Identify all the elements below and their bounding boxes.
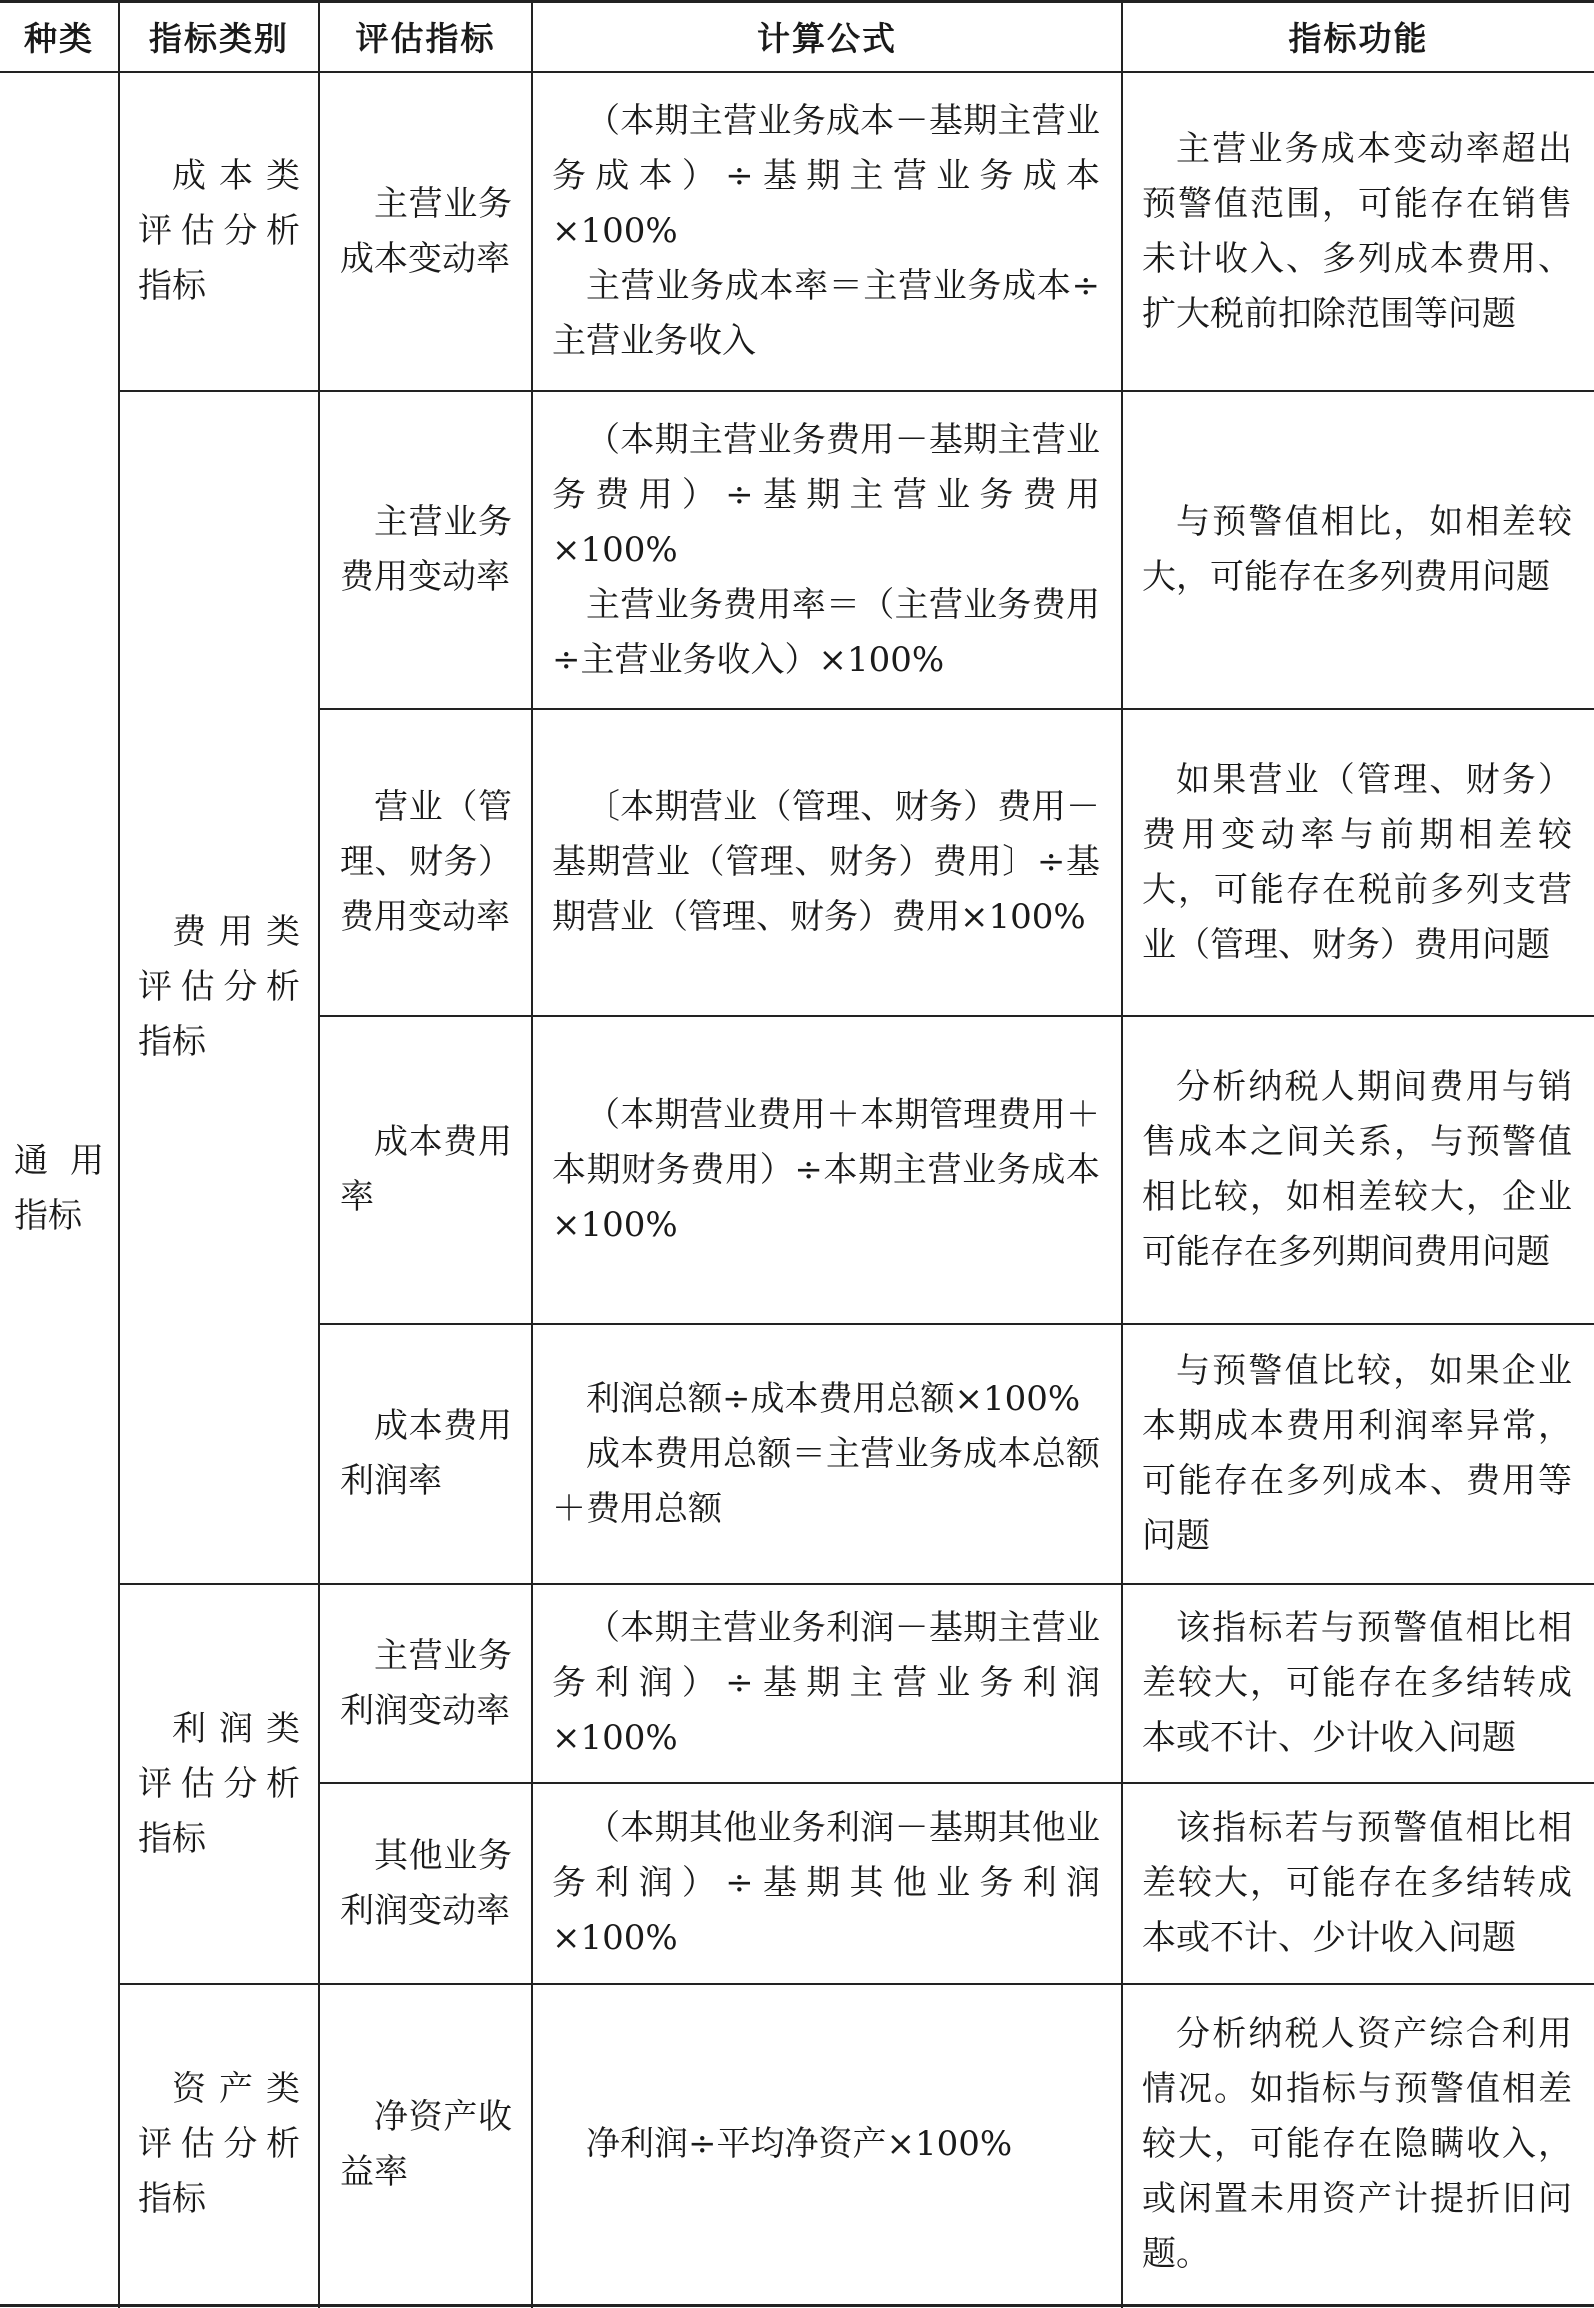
indicator-cell	[340, 710, 512, 1015]
formula-line: （本期主营业务费用－基期主营业务费用）÷基期主营业务费用×100%	[552, 419, 1100, 570]
function-text: 与预警值相比，如相差较大，可能存在多列费用问题	[1142, 502, 1572, 597]
category-cell	[138, 392, 300, 1583]
formula-cell	[552, 73, 1100, 390]
indicator-cell	[340, 1784, 512, 1983]
function-cell	[1142, 1784, 1572, 1983]
formula-cell	[552, 1585, 1100, 1782]
formula-line: （本期营业费用＋本期管理费用＋本期财务费用）÷本期主营业务成本×100%	[552, 1094, 1100, 1245]
category-label: 资产类评估分析指标	[138, 2069, 300, 2219]
formula-line: 主营业务成本率＝主营业务成本÷主营业务收入	[552, 266, 1100, 361]
category-cell	[138, 1985, 300, 2304]
formula-line: （本期其他业务利润－基期其他业务利润）÷基期其他业务利润×100%	[552, 1808, 1100, 1958]
function-cell	[1142, 710, 1572, 1015]
function-text: 与预警值比较，如果企业本期成本费用利润率异常，可能存在多列成本、费用等问题	[1142, 1351, 1572, 1556]
formula-cell	[552, 1017, 1100, 1323]
function-text: 该指标若与预警值相比相差较大，可能存在多结转成本或不计、少计收入问题	[1142, 1808, 1572, 1958]
header-kind: 种类	[24, 18, 94, 58]
indicator-cell	[340, 392, 512, 708]
indicator-cell	[340, 73, 512, 390]
indicator-label: 主营业务费用变动率	[340, 502, 512, 597]
formula-line: 净利润÷平均净资产×100%	[586, 2124, 1013, 2164]
table-rule	[118, 0, 120, 2308]
category-label: 成本类评估分析指标	[138, 156, 300, 306]
indicator-cell	[340, 1017, 512, 1323]
indicator-label: 主营业务成本变动率	[340, 183, 512, 279]
function-cell	[1142, 73, 1572, 390]
function-text: 分析纳税人资产综合利用情况。如指标与预警值相差较大，可能存在隐瞒收入，或闲置未用资产计提折旧问题。	[1142, 2014, 1572, 2274]
indicator-label: 其他业务利润变动率	[340, 1835, 512, 1931]
function-cell	[1142, 1325, 1572, 1583]
formula-cell	[552, 1784, 1100, 1983]
table-rule	[1121, 0, 1123, 2308]
header-function: 指标功能	[1288, 18, 1429, 58]
header-indicator: 评估指标	[355, 18, 496, 58]
function-text: 该指标若与预警值相比相差较大，可能存在多结转成本或不计、少计收入问题	[1142, 1608, 1572, 1758]
function-cell	[1142, 1017, 1572, 1323]
category-label: 利润类评估分析指标	[138, 1708, 300, 1859]
header-category: 指标类别	[149, 18, 289, 58]
formula-cell	[552, 392, 1100, 708]
formula-cell	[552, 1325, 1100, 1583]
formula-cell	[552, 710, 1100, 1015]
function-cell	[1142, 392, 1572, 708]
formula-line: 〔本期营业（管理、财务）费用－基期营业（管理、财务）费用〕÷基期营业（管理、财务）费用×100%	[552, 787, 1100, 937]
indicator-cell	[340, 1585, 512, 1782]
formula-line: （本期主营业务成本－基期主营业务成本）÷基期主营业务成本×100%	[552, 101, 1100, 251]
formula-line: 利润总额÷成本费用总额×100%	[586, 1378, 1081, 1419]
header-formula: 计算公式	[757, 18, 897, 58]
category-cell	[138, 1585, 300, 1983]
function-cell	[1142, 1585, 1572, 1782]
indicator-label: 营业（管理、财务）费用变动率	[340, 787, 512, 937]
kind-cell	[14, 73, 104, 2304]
kind-label: 通用指标	[14, 1140, 104, 1236]
formula-cell	[552, 1985, 1100, 2304]
function-text: 分析纳税人期间费用与销售成本之间关系，与预警值相比较，如相差较大，企业可能存在多列期间费用问题	[1142, 1067, 1572, 1272]
table-rule	[318, 0, 320, 2308]
indicator-label: 净资产收益率	[340, 2096, 512, 2192]
formula-line: 主营业务费用率＝（主营业务费用÷主营业务收入）×100%	[552, 584, 1100, 680]
category-label: 费用类评估分析指标	[138, 912, 300, 1062]
category-cell	[138, 73, 300, 390]
indicator-label: 成本费用率	[340, 1122, 512, 1217]
formula-line: 成本费用总额＝主营业务成本总额＋费用总额	[552, 1433, 1100, 1529]
function-text: 如果营业（管理、财务）费用变动率与前期相差较大，可能存在税前多列支营业（管理、财务）费用问题	[1142, 759, 1572, 965]
indicator-cell	[340, 1325, 512, 1583]
function-text: 主营业务成本变动率超出预警值范围，可能存在销售未计收入、多列成本费用、扩大税前扣除范围等问题	[1142, 128, 1572, 334]
table-rule	[531, 0, 533, 2308]
function-cell	[1142, 1985, 1572, 2304]
table-rule	[0, 2304, 1594, 2307]
indicator-label: 主营业务利润变动率	[340, 1635, 512, 1731]
formula-line: （本期主营业务利润－基期主营业务利润）÷基期主营业务利润×100%	[552, 1608, 1100, 1758]
indicator-label: 成本费用利润率	[340, 1406, 512, 1501]
indicator-cell	[340, 1985, 512, 2304]
